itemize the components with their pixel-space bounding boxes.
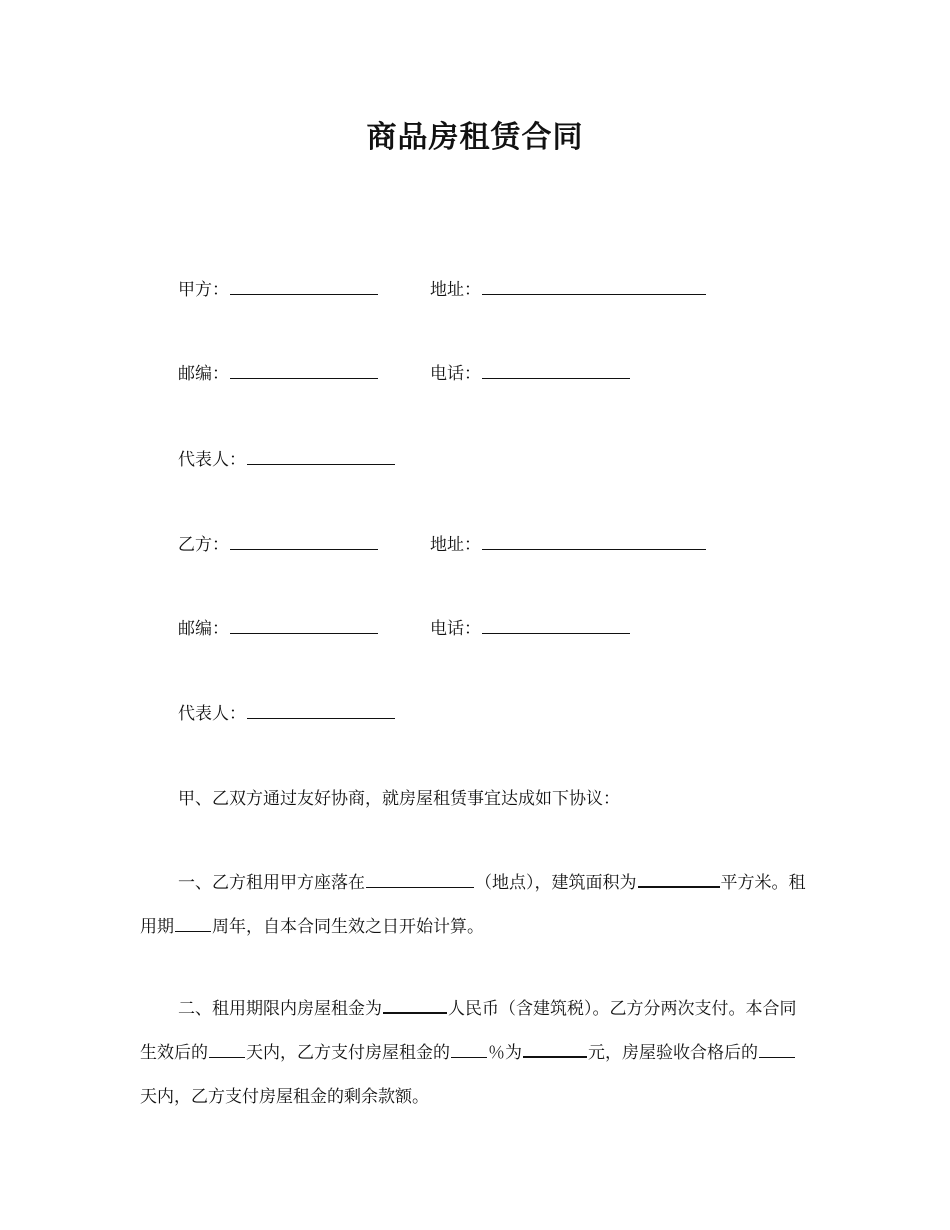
party-a-address-row (430, 278, 707, 301)
location-field[interactable] (366, 871, 474, 888)
party-a-rep-label: 代表人： (178, 450, 246, 470)
clause-2-part-a: 二、租用期限内房屋租金为 (178, 999, 382, 1019)
clause-2-part-b: 人民币（含建筑税）。乙方分两次支付。本合同生效后的 (140, 999, 797, 1063)
party-b-phone-field[interactable] (482, 617, 630, 634)
party-a-phone-row (430, 362, 631, 385)
party-a-postcode-label: 邮编： (178, 364, 229, 384)
clause-2-part-f: 天内，乙方支付房屋租金的剩余款额。 (140, 1087, 429, 1107)
party-b-name-field[interactable] (230, 533, 378, 550)
clause-1-part-a: 一、乙方租用甲方座落在 (178, 873, 365, 893)
party-a-name-field[interactable] (230, 278, 378, 295)
clause-2-part-c: 天内，乙方支付房屋租金的 (246, 1043, 450, 1063)
party-b-name-row (178, 533, 379, 556)
clause-1-part-b: （地点），建筑面积为 (475, 873, 637, 893)
first-payment-days-field[interactable] (209, 1041, 245, 1058)
party-a-address-field[interactable] (482, 278, 706, 295)
party-b-postcode-label: 邮编： (178, 619, 229, 639)
term-years-field[interactable] (175, 915, 211, 932)
party-b-postcode-row (178, 617, 379, 640)
party-b-phone-row (430, 617, 631, 640)
clause-1-part-c: 平方米。租用期 (140, 873, 806, 937)
intro-text: 甲、乙双方通过友好协商，就房屋租赁事宜达成如下协议： (178, 789, 620, 809)
party-a-postcode-field[interactable] (230, 362, 378, 379)
clause-2-part-d: ％为 (488, 1043, 522, 1063)
party-b-rep-row (178, 702, 396, 725)
first-payment-percent-field[interactable] (451, 1041, 487, 1058)
party-b-phone-label: 电话： (430, 619, 481, 639)
clause-2-part-e: 元，房屋验收合格后的 (588, 1043, 758, 1063)
party-a-rep-row (178, 448, 396, 471)
party-b-name-label: 乙方： (178, 535, 229, 555)
document-title: 商品房租赁合同 (366, 120, 584, 155)
first-payment-amount-field[interactable] (523, 1040, 587, 1058)
party-b-address-label: 地址： (430, 535, 481, 555)
party-b-address-field[interactable] (482, 533, 706, 550)
party-a-name-label: 甲方： (178, 280, 229, 300)
party-b-rep-field[interactable] (247, 702, 395, 719)
clause-2 (140, 987, 812, 1119)
party-a-phone-label: 电话： (430, 364, 481, 384)
party-a-phone-field[interactable] (482, 362, 630, 379)
party-b-postcode-field[interactable] (230, 617, 378, 634)
clause-1 (140, 861, 812, 949)
party-a-postcode-row (178, 362, 379, 385)
party-b-rep-label: 代表人： (178, 704, 246, 724)
area-field[interactable] (638, 870, 720, 888)
remaining-payment-days-field[interactable] (759, 1041, 795, 1058)
party-b-address-row (430, 533, 707, 556)
rent-amount-field[interactable] (383, 996, 447, 1014)
party-a-address-label: 地址： (430, 280, 481, 300)
party-a-name-row (178, 278, 379, 301)
clause-1-part-d: 周年，自本合同生效之日开始计算。 (212, 917, 484, 937)
party-a-rep-field[interactable] (247, 448, 395, 465)
